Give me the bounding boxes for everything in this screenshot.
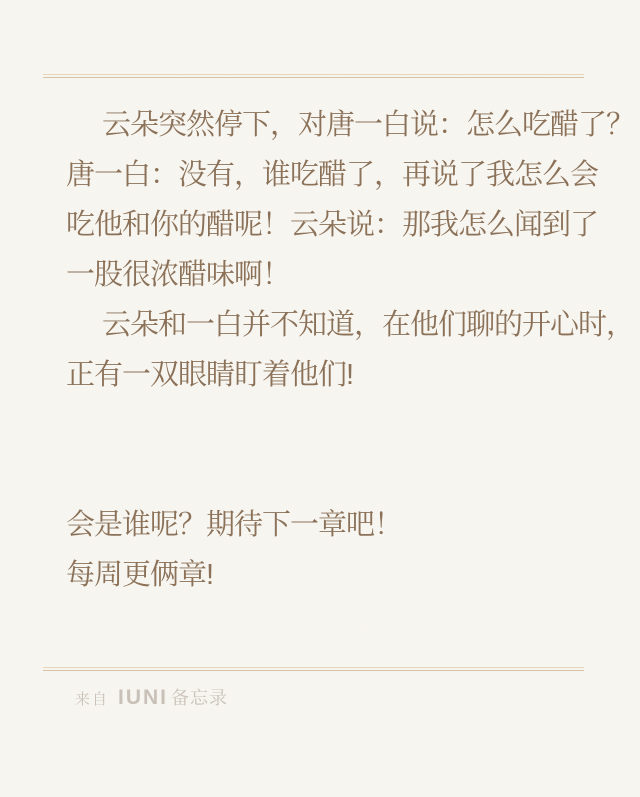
note-line: [66, 400, 596, 450]
note-line: 一股很浓醋味啊！: [66, 259, 291, 291]
iuni-logo: IUNI: [118, 686, 169, 709]
note-line: 每周更俩章!: [66, 559, 214, 591]
note-line: 云朵和一白并不知道，在他们聊的开心时，: [102, 309, 635, 341]
note-line: 吃他和你的醋呢！云朵说：那我怎么闻到了: [66, 209, 599, 241]
note-line: 唐一白：没有，谁吃醋了，再说了我怎么会: [66, 159, 599, 191]
bottom-divider: [43, 667, 584, 671]
top-divider: [43, 74, 584, 78]
note-line: 正有一双眼睛盯着他们!: [66, 359, 354, 391]
note-line: 云朵突然停下，对唐一白说：怎么吃醋了？: [102, 109, 635, 141]
note-body: [66, 100, 635, 600]
footer-app-name: 备忘录: [171, 688, 229, 708]
note-line: [66, 450, 596, 500]
footer-prefix-label: 来自: [75, 691, 110, 708]
note-line: 会是谁呢？期待下一章吧！: [66, 509, 403, 541]
footer-attribution: [75, 684, 228, 710]
